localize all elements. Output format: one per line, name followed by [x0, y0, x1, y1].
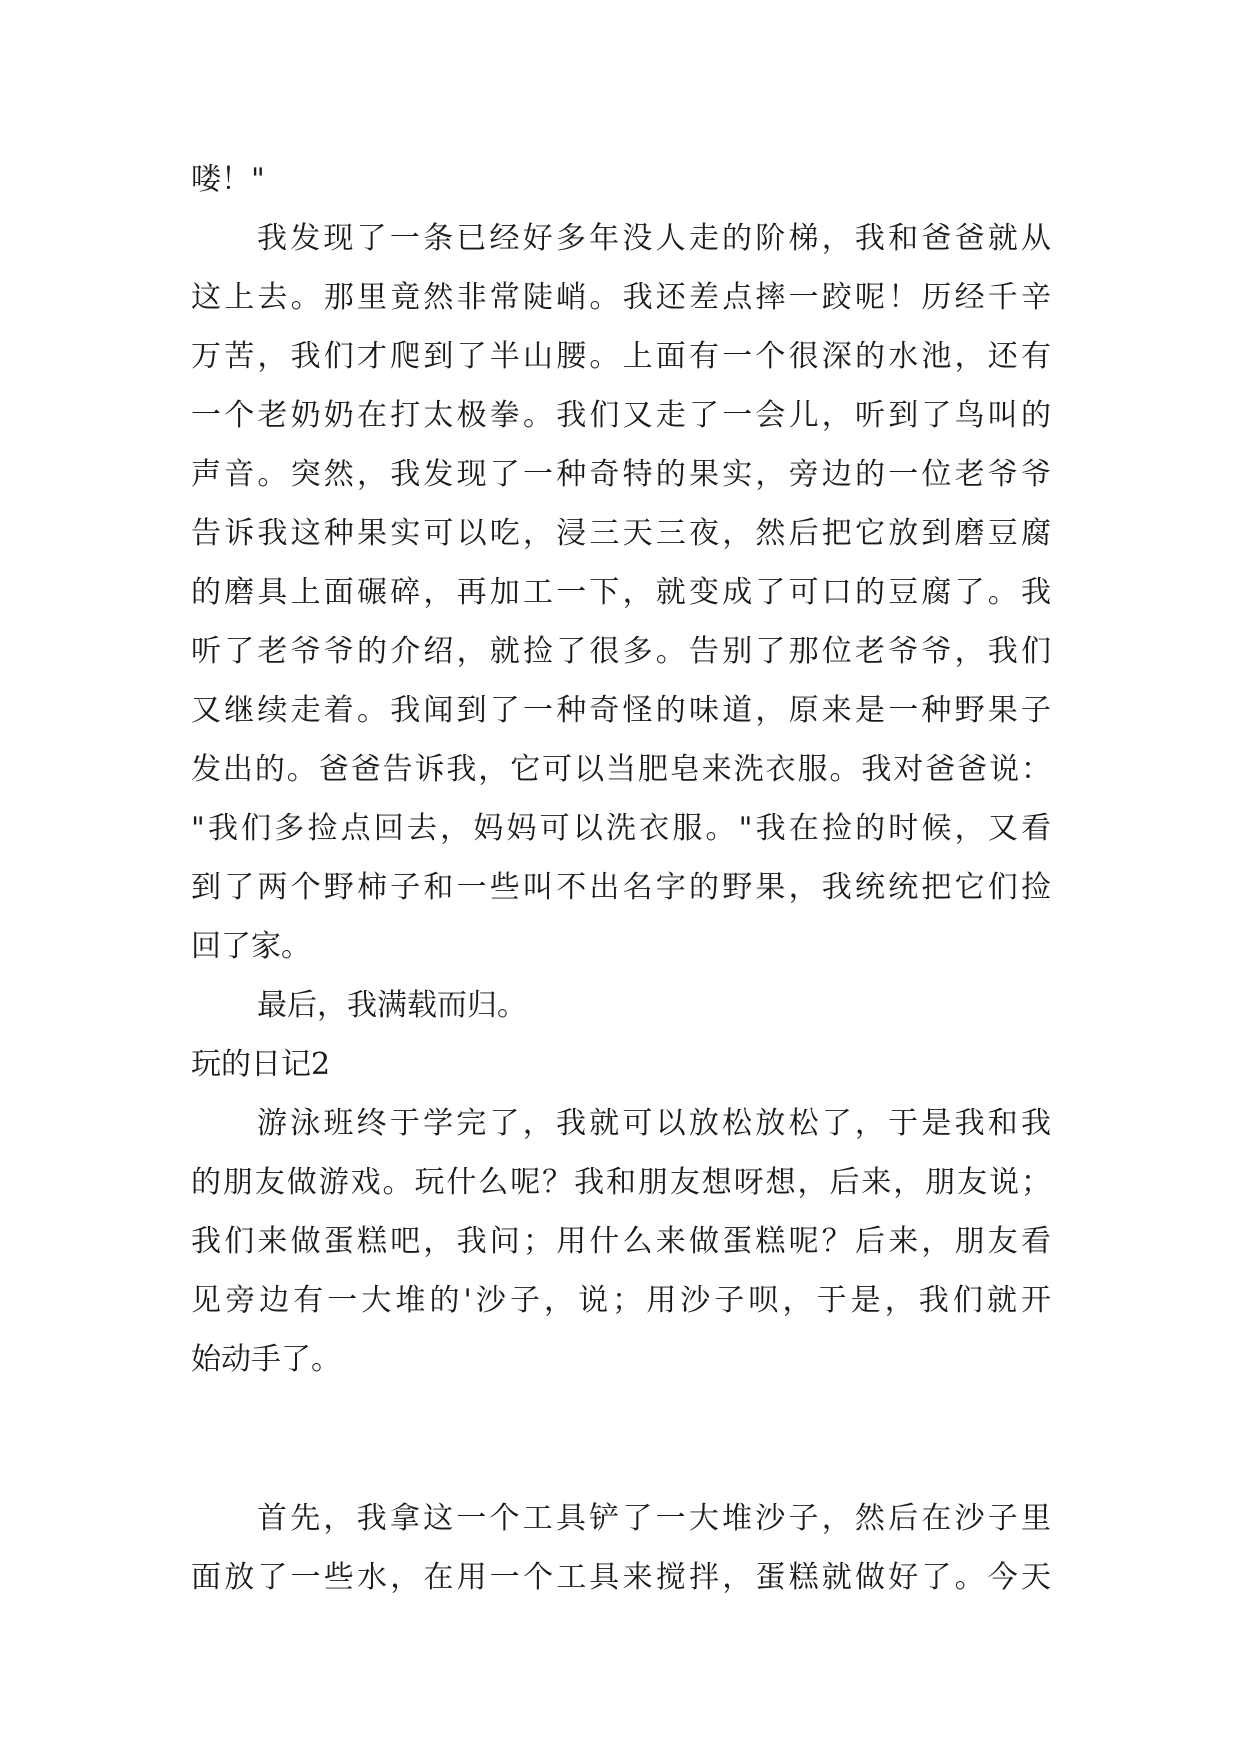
- text-line: 我发现了一条已经好多年没人走的阶梯，我和爸爸就从: [257, 221, 1051, 256]
- text-line: 一个老奶奶在打太极拳。我们又走了一会儿，听到了鸟叫的: [191, 398, 1051, 433]
- text-line: 见旁边有一大堆的'沙子，说；用沙子呗，于是，我们就开: [191, 1283, 1051, 1318]
- text-line: 游泳班终于学完了，我就可以放松放松了，于是我和我: [257, 1106, 1051, 1141]
- section-heading: 玩的日记2: [191, 1047, 331, 1082]
- text-line: 的朋友做游戏。玩什么呢？我和朋友想呀想，后来，朋友说；: [191, 1165, 1051, 1200]
- text-line: 我们来做蛋糕吧，我问；用什么来做蛋糕呢？后来，朋友看: [191, 1224, 1051, 1259]
- text-line: 到了两个野柿子和一些叫不出名字的野果，我统统把它们捡: [191, 870, 1051, 905]
- text-line: 面放了一些水，在用一个工具来搅拌，蛋糕就做好了。今天: [191, 1560, 1051, 1595]
- paragraph-sand-cake: [191, 1094, 1051, 1389]
- text-line: 发出的。爸爸告诉我，它可以当肥皂来洗衣服。我对爸爸说：: [191, 752, 1051, 787]
- text-line: 首先，我拿这一个工具铲了一大堆沙子，然后在沙子里: [257, 1501, 1051, 1536]
- text-line: 始动手了。: [191, 1342, 341, 1377]
- text-line: 回了家。: [191, 929, 311, 964]
- text-line: 最后，我满载而归。: [257, 988, 527, 1023]
- text-line: 万苦，我们才爬到了半山腰。上面有一个很深的水池，还有: [191, 339, 1051, 374]
- text-line: 听了老爷爷的介绍，就捡了很多。告别了那位老爷爷，我们: [191, 634, 1051, 669]
- text-line: 声音。突然，我发现了一种奇特的果实，旁边的一位老爷爷: [191, 457, 1051, 492]
- text-line: 这上去。那里竟然非常陡峭。我还差点摔一跤呢！历经千辛: [191, 280, 1051, 315]
- text-line: 的磨具上面碾碎，再加工一下，就变成了可口的豆腐了。我: [191, 575, 1051, 610]
- paragraph-conclusion: [191, 976, 1051, 1035]
- paragraph-continuation: [191, 150, 1051, 209]
- text-line: 又继续走着。我闻到了一种奇怪的味道，原来是一种野果子: [191, 693, 1051, 728]
- paragraph-first-step: [191, 1489, 1051, 1607]
- text-line: "我们多捡点回去，妈妈可以洗衣服。"我在捡的时候，又看: [191, 811, 1051, 846]
- document-page: [191, 150, 1051, 1607]
- text-line: 告诉我这种果实可以吃，浸三天三夜，然后把它放到磨豆腐: [191, 516, 1051, 551]
- text-line: 喽！": [191, 162, 265, 197]
- paragraph-spacer: [191, 1389, 1051, 1489]
- paragraph-climbing: [191, 209, 1051, 976]
